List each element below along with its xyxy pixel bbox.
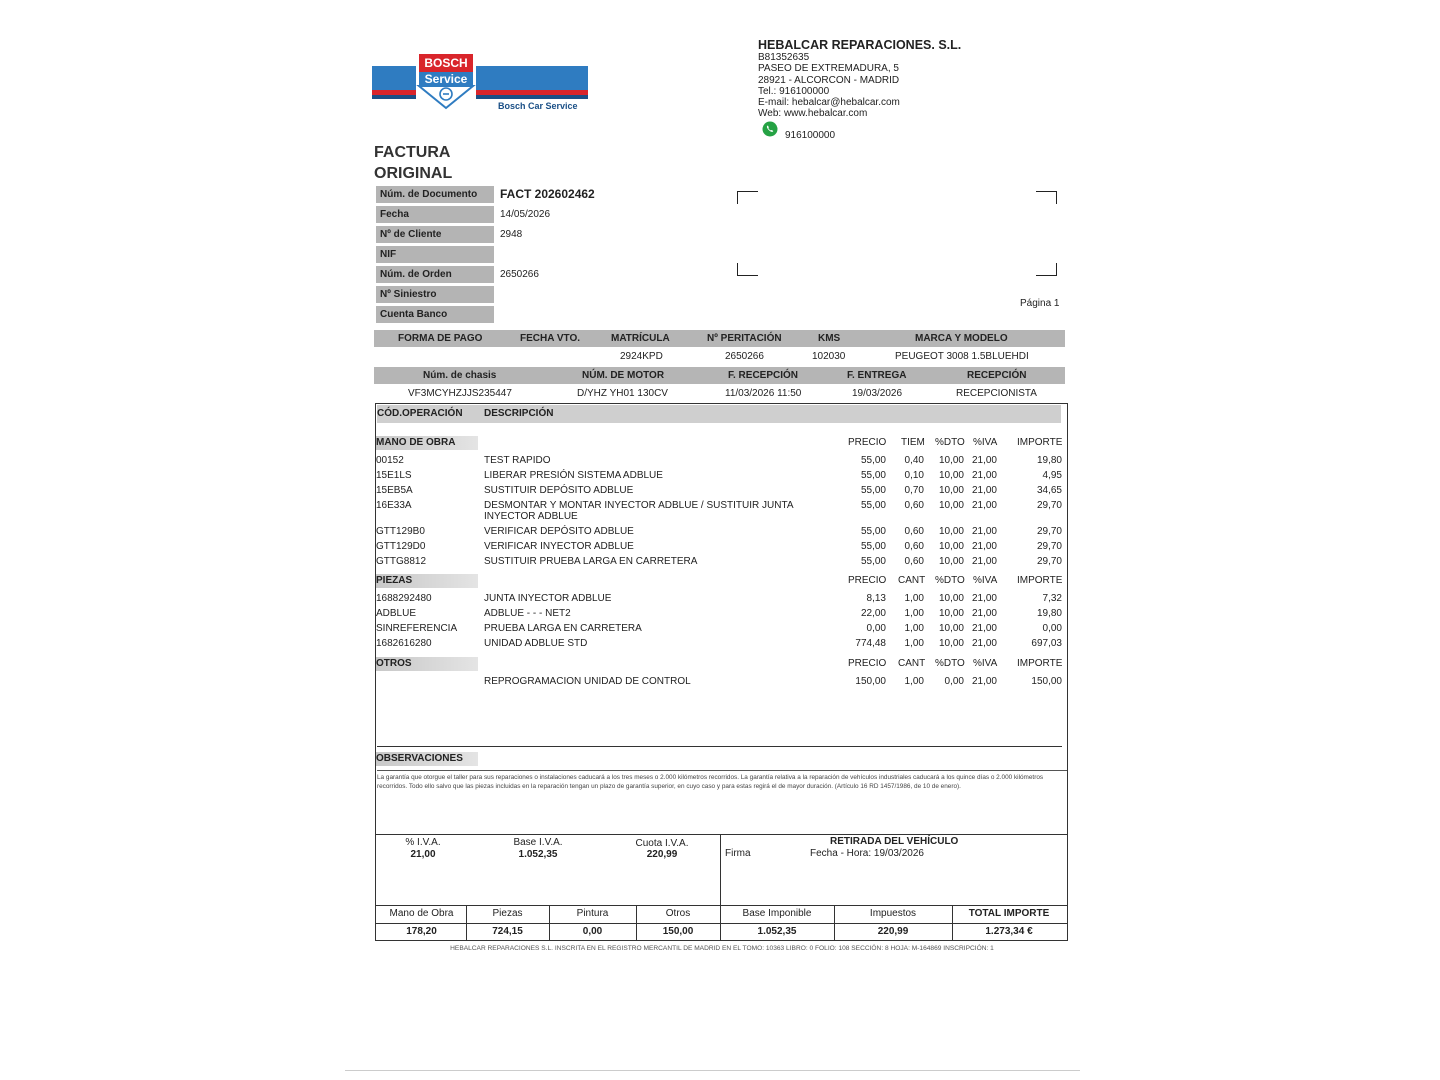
logo-brand-bottom: Service: [424, 72, 468, 86]
document-title: [374, 142, 452, 184]
part-amount: 19,80: [1036, 608, 1062, 619]
vehicle-row-2: [374, 385, 1065, 402]
labor-desc: DESMONTAR Y MONTAR INYECTOR ADBLUE / SUSTITUIR JUNTA: [484, 500, 794, 511]
labor-dto: 10,00: [938, 470, 964, 481]
field-label-bank-account: Cuenta Banco: [376, 306, 494, 323]
document-number: FACT 202602462: [500, 187, 595, 201]
other-amount: 150,00: [1031, 676, 1062, 687]
part-price: 774,48: [855, 638, 886, 649]
parts-row: [376, 623, 1066, 638]
document-date: 14/05/2026: [500, 209, 551, 220]
company-email[interactable]: E-mail: hebalcar@hebalcar.com: [758, 97, 900, 109]
part-qty: 1,00: [904, 608, 924, 619]
part-qty: 1,00: [904, 623, 924, 634]
labor-price: 55,00: [860, 500, 886, 511]
client-number: 2948: [500, 229, 523, 240]
observations-bottom-divider: [376, 834, 1068, 835]
summary-label-labor: Mano de Obra: [389, 908, 454, 919]
labor-code: GTT129D0: [376, 541, 426, 552]
labor-desc: VERIFICAR INYECTOR ADBLUE: [484, 541, 634, 552]
others-col-price: PRECIO: [848, 658, 887, 669]
other-price: 150,00: [855, 676, 886, 687]
part-qty: 1,00: [904, 638, 924, 649]
parts-col-dto: %DTO: [935, 575, 965, 586]
col-motor: NÚM. DE MOTOR: [582, 370, 665, 381]
labor-dto: 10,00: [938, 455, 964, 466]
labor-col-dto: %DTO: [935, 437, 965, 448]
vat-rate-label: % I.V.A.: [405, 837, 441, 848]
labor-time: 0,60: [904, 556, 924, 567]
other-iva: 21,00: [971, 676, 997, 687]
company-info: [758, 38, 1078, 120]
field-label-order: Núm. de Orden: [376, 266, 494, 283]
parts-col-price: PRECIO: [848, 575, 887, 586]
field-label-date: Fecha: [376, 206, 494, 223]
plate-number: 2924KPD: [620, 351, 663, 362]
company-city: 28921 - ALCORCON - MADRID: [758, 74, 900, 86]
vehicle-header-band-2: [374, 367, 1065, 384]
delivery-date: 19/03/2026: [852, 388, 903, 399]
whatsapp-number: 916100000: [785, 130, 836, 141]
labor-row: [376, 470, 1066, 485]
labor-row: [376, 541, 1066, 556]
labor-price: 55,00: [860, 470, 886, 481]
labor-desc: LIBERAR PRESIÓN SISTEMA ADBLUE: [484, 470, 663, 481]
others-col-amount: IMPORTE: [1017, 658, 1063, 669]
page-bottom-rule: [345, 1070, 1080, 1071]
make-model: PEUGEOT 3008 1.5BLUEHDI: [895, 351, 1029, 362]
part-iva: 21,00: [971, 638, 997, 649]
labor-time: 0,40: [904, 455, 924, 466]
pickup-title: RETIRADA DEL VEHÍCULO: [830, 836, 959, 847]
company-name: HEBALCAR REPARACIONES. S.L.: [758, 38, 962, 52]
summary-value-parts: 724,15: [492, 926, 523, 937]
mileage: 102030: [812, 351, 846, 362]
labor-code: 15EB5A: [376, 485, 413, 496]
window-corner-bottom-right: [1036, 263, 1057, 276]
section-parts-title: PIEZAS: [376, 574, 478, 588]
labor-row: [376, 526, 1066, 541]
labor-desc-continued: INYECTOR ADBLUE: [484, 511, 578, 522]
vehicle-header-band-1: [374, 330, 1065, 347]
labor-iva: 21,00: [971, 541, 997, 552]
labor-col-time: TIEM: [901, 437, 925, 448]
col-matricula: MATRÍCULA: [611, 333, 670, 344]
company-web[interactable]: Web: www.hebalcar.com: [758, 108, 868, 120]
labor-col-price: PRECIO: [848, 437, 887, 448]
window-corner-bottom-left: [737, 263, 758, 276]
observations-divider: [377, 746, 1062, 747]
labor-col-iva: %IVA: [973, 437, 998, 448]
reception-date: 11/03/2026 11:50: [725, 388, 802, 399]
section-observations-title: OBSERVACIONES: [376, 752, 478, 766]
observations-underline: [377, 770, 1067, 771]
labor-price: 55,00: [860, 485, 886, 496]
labor-code: 00152: [376, 455, 404, 466]
part-code: 1688292480: [376, 593, 432, 604]
summary-value-others: 150,00: [662, 926, 694, 937]
part-amount: 697,03: [1031, 638, 1062, 649]
labor-row: [376, 455, 1066, 470]
labor-price: 55,00: [860, 455, 886, 466]
col-marca-modelo: MARCA Y MODELO: [915, 333, 1008, 344]
col-peritacion: Nº PERITACIÓN: [707, 333, 782, 344]
summary-label-paint: Pintura: [576, 908, 609, 919]
col-recepcion: RECEPCIÓN: [967, 370, 1027, 381]
appraisal-number: 2650266: [725, 351, 764, 362]
labor-code: 16E33A: [376, 500, 412, 511]
logo-brand-top: BOSCH: [424, 56, 468, 70]
bosch-service-logo: [372, 50, 588, 112]
summary-value-paint: 0,00: [582, 926, 603, 937]
labor-row: [376, 485, 1066, 500]
summary-value-labor: 178,20: [406, 926, 437, 937]
part-code: 1682616280: [376, 638, 432, 649]
vat-base-value: 1.052,35: [518, 849, 558, 860]
part-iva: 21,00: [971, 623, 997, 634]
pickup-divider: [720, 835, 721, 905]
labor-amount: 19,80: [1036, 455, 1062, 466]
col-fecha-vto: FECHA VTO.: [520, 333, 581, 344]
part-desc: UNIDAD ADBLUE STD: [484, 638, 588, 649]
window-corner-top-right: [1036, 191, 1057, 204]
part-desc: JUNTA INYECTOR ADBLUE: [484, 593, 612, 604]
summary-value-tax-base: 1.052,35: [757, 926, 797, 937]
labor-row: [376, 556, 1066, 571]
labor-col-amount: IMPORTE: [1017, 437, 1063, 448]
labor-desc: SUSTITUIR DEPÓSITO ADBLUE: [484, 485, 634, 496]
part-desc: ADBLUE - - - NET2: [484, 608, 571, 619]
whatsapp-icon: [762, 121, 778, 142]
company-tax-id: B81352635: [758, 52, 810, 63]
labor-amount: 29,70: [1036, 541, 1062, 552]
part-amount: 0,00: [1042, 623, 1062, 634]
vat-amount-value: 220,99: [646, 849, 678, 860]
summary-label-taxes: Impuestos: [869, 908, 917, 919]
summary-mid-rule: [376, 923, 1068, 924]
labor-time: 0,60: [904, 500, 924, 511]
part-dto: 10,00: [938, 593, 964, 604]
labor-price: 55,00: [860, 556, 886, 567]
chassis-number: VF3MCYHZJJS235447: [408, 388, 512, 399]
labor-desc: VERIFICAR DEPÓSITO ADBLUE: [484, 526, 634, 537]
labor-dto: 10,00: [938, 500, 964, 511]
labor-desc: SUSTITUIR PRUEBA LARGA EN CARRETERA: [484, 556, 698, 567]
vat-amount-label: Cuota I.V.A.: [635, 838, 689, 849]
labor-iva: 21,00: [971, 500, 997, 511]
field-label-nif: NIF: [376, 246, 494, 263]
parts-col-iva: %IVA: [973, 575, 998, 586]
others-col-qty: CANT: [898, 658, 926, 669]
engine-number: D/YHZ YH01 130CV: [577, 388, 668, 399]
parts-col-amount: IMPORTE: [1017, 575, 1063, 586]
others-row: [376, 676, 1066, 691]
page-number: Página 1: [1020, 298, 1060, 309]
signature-label: Firma: [725, 848, 751, 859]
labor-row: [376, 500, 1066, 526]
labor-time: 0,60: [904, 526, 924, 537]
part-dto: 10,00: [938, 608, 964, 619]
other-dto: 0,00: [944, 676, 964, 687]
labor-code: 15E1LS: [376, 470, 412, 481]
other-qty: 1,00: [904, 676, 924, 687]
labor-time: 0,60: [904, 541, 924, 552]
part-price: 8,13: [866, 593, 886, 604]
labor-amount: 4,95: [1042, 470, 1062, 481]
col-kms: KMS: [818, 333, 841, 344]
labor-code: GTTG8812: [376, 556, 427, 567]
others-col-iva: %IVA: [973, 658, 998, 669]
summary-label-parts: Piezas: [492, 908, 523, 919]
part-iva: 21,00: [971, 608, 997, 619]
other-desc: REPROGRAMACION UNIDAD DE CONTROL: [484, 676, 691, 687]
labor-time: 0,10: [904, 470, 924, 481]
document-title-line1: FACTURA: [374, 144, 451, 161]
field-label-client: Nº de Cliente: [376, 226, 494, 243]
window-corner-top-left: [737, 191, 758, 204]
summary-value-taxes: 220,99: [877, 926, 909, 937]
parts-row: [376, 638, 1066, 653]
document-title-line2: ORIGINAL: [374, 165, 453, 182]
vat-rate-value: 21,00: [410, 849, 436, 860]
labor-desc: TEST RAPIDO: [484, 455, 551, 466]
part-code: SINREFERENCIA: [376, 623, 458, 634]
logo-caption: Bosch Car Service: [498, 101, 578, 111]
part-desc: PRUEBA LARGA EN CARRETERA: [484, 623, 642, 634]
labor-iva: 21,00: [971, 485, 997, 496]
labor-dto: 10,00: [938, 485, 964, 496]
company-address: PASEO DE EXTREMADURA, 5: [758, 63, 899, 75]
part-dto: 10,00: [938, 623, 964, 634]
vehicle-row-1: [374, 348, 1065, 365]
labor-time: 0,70: [904, 485, 924, 496]
labor-amount: 29,70: [1036, 526, 1062, 537]
summary-label-total: TOTAL IMPORTE: [968, 908, 1050, 919]
labor-iva: 21,00: [971, 470, 997, 481]
labor-iva: 21,00: [971, 526, 997, 537]
col-descripcion: DESCRIPCIÓN: [484, 408, 554, 419]
labor-amount: 29,70: [1036, 556, 1062, 567]
labor-dto: 10,00: [938, 556, 964, 567]
summary-label-others: Otros: [665, 908, 691, 919]
order-number: 2650266: [500, 269, 539, 280]
part-code: ADBLUE: [376, 608, 417, 619]
part-iva: 21,00: [971, 593, 997, 604]
part-qty: 1,00: [904, 593, 924, 604]
part-price: 22,00: [860, 608, 886, 619]
part-price: 0,00: [866, 623, 886, 634]
labor-price: 55,00: [860, 541, 886, 552]
col-entrega: F. ENTREGA: [847, 370, 907, 381]
field-label-claim: Nº Siniestro: [376, 286, 494, 303]
col-codigo-operacion: CÓD.OPERACIÓN: [377, 408, 463, 419]
summary-value-total: 1.273,34 €: [985, 926, 1033, 937]
description-header-band: [377, 405, 1061, 423]
part-dto: 10,00: [938, 638, 964, 649]
col-forma-pago: FORMA DE PAGO: [398, 333, 483, 344]
others-col-dto: %DTO: [935, 658, 965, 669]
registry-footer: HEBALCAR REPARACIONES S.L. INSCRITA EN EL REGISTRO MERCANTIL DE MADRID EN EL TOMO: 10363 LIBRO: 0 FOLIO: 108 SECCIÓN: 8 HOJA: M-164869 INSCRIPCIÓN: 1: [450, 945, 994, 952]
labor-amount: 34,65: [1036, 485, 1062, 496]
labor-dto: 10,00: [938, 526, 964, 537]
section-others-title: OTROS: [376, 657, 478, 671]
col-recepcion-fecha: F. RECEPCIÓN: [728, 370, 799, 381]
parts-row: [376, 608, 1066, 623]
receptionist: RECEPCIONISTA: [956, 388, 1037, 399]
col-chasis: Núm. de chasis: [423, 370, 497, 381]
pickup-datetime: Fecha - Hora: 19/03/2026: [810, 848, 924, 859]
labor-price: 55,00: [860, 526, 886, 537]
part-amount: 7,32: [1042, 593, 1062, 604]
labor-code: GTT129B0: [376, 526, 425, 537]
labor-iva: 21,00: [971, 455, 997, 466]
labor-dto: 10,00: [938, 541, 964, 552]
section-labor-title: MANO DE OBRA: [376, 436, 478, 450]
warranty-text: La garantía que otorgue el taller para sus reparaciones o instalaciones caducará a los tres meses o 2.000 kilómetros recorridos. La garantía relativa a la reparación de vehículos industriales caducará a los quince días o 2.000 kilómetros recorridos. Todo ello salvo que las piezas incluidas en la reparación tengan un plazo de garantía superior, en cuyo caso y para estas regirá el de mayor duración. (Artículo 16 RD 1457/1986, de 10 de enero).: [377, 774, 1044, 790]
summary-top-rule: [376, 905, 1068, 906]
parts-col-qty: CANT: [898, 575, 926, 586]
labor-amount: 29,70: [1036, 500, 1062, 511]
vat-base-label: Base I.V.A.: [513, 837, 563, 848]
parts-row: [376, 593, 1066, 608]
company-phone: Tel.: 916100000: [758, 85, 830, 97]
labor-iva: 21,00: [971, 556, 997, 567]
field-label-document-number: Núm. de Documento: [376, 186, 494, 203]
summary-label-tax-base: Base Imponible: [742, 908, 812, 919]
